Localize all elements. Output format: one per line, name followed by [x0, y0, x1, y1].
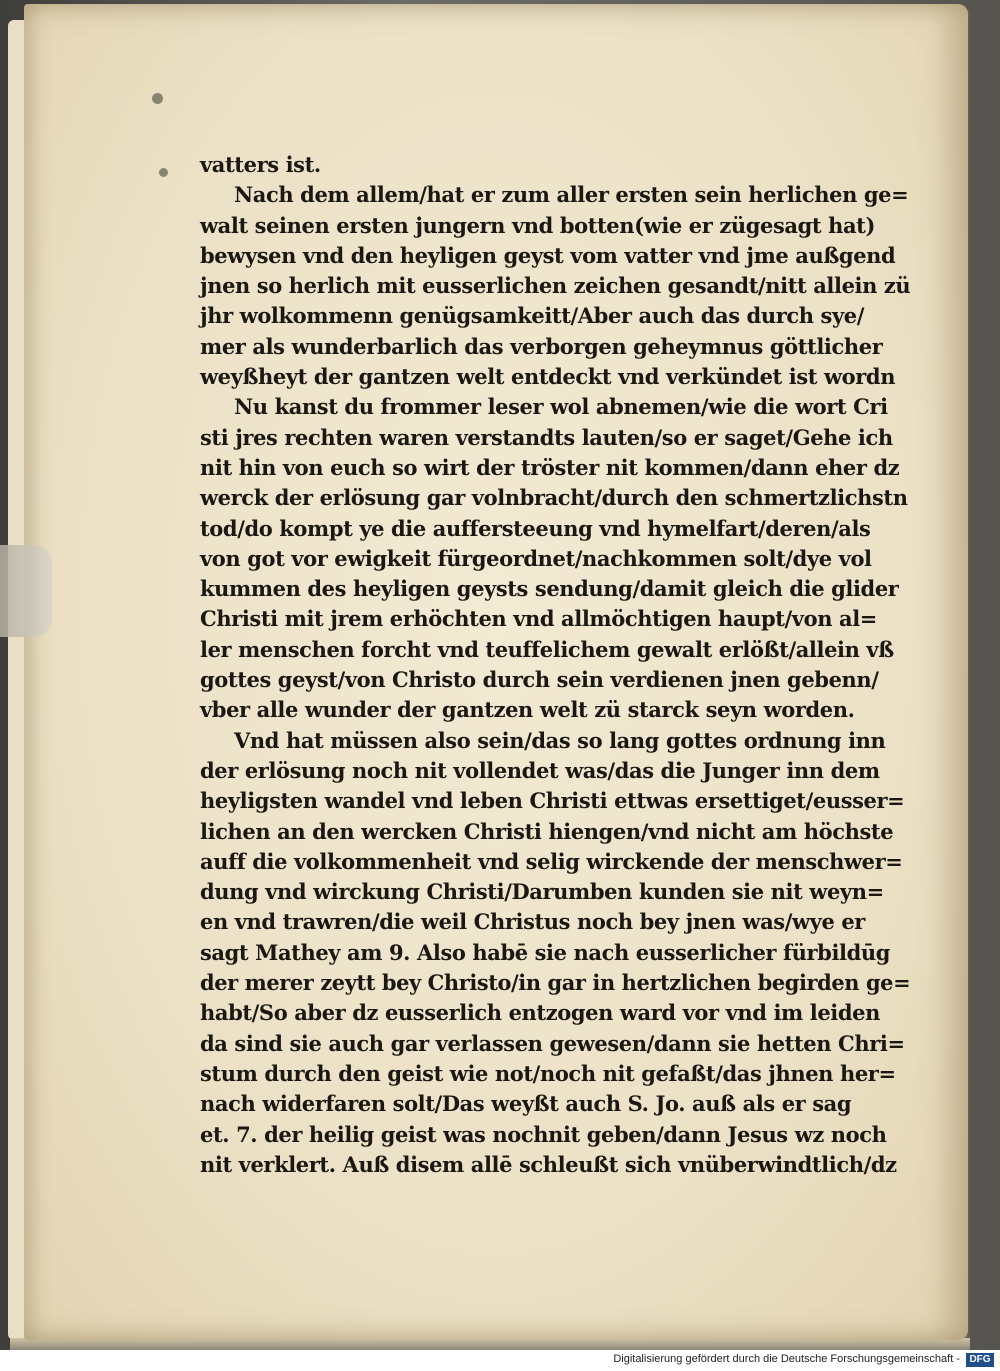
text-line: jhr wolkommenn genügsamkeitt/Aber auch das durch sye/	[200, 303, 864, 329]
text-line: da sind sie auch gar verlassen gewesen/dann sie hetten Chri=	[200, 1030, 905, 1056]
text-line: vber alle wunder der gantzen welt zü starck seyn worden.	[200, 697, 855, 723]
text-line: Christi mit jrem erhöchten vnd allmöchtigen haupt/von al=	[200, 606, 877, 632]
text-line: der erlösung noch nit vollendet was/das die Junger inn dem	[200, 757, 880, 783]
text-line: en vnd trawren/die weil Christus noch bey jnen was/wye er	[200, 909, 865, 935]
text-line: et. 7. der heilig geist was nochnit geben/dann Jesus wz noch	[200, 1121, 887, 1147]
text-line: walt seinen ersten jungern vnd botten(wie er zügesagt hat)	[200, 212, 876, 238]
text-line: stum durch den geist wie not/noch nit gefaßt/das jhnen her=	[200, 1060, 896, 1086]
text-line: mer als wunderbarlich das verborgen geheymnus göttlicher	[200, 333, 883, 359]
text-line: lichen an den wercken Christi hiengen/vnd nicht am höchste	[200, 818, 894, 844]
text-line: bewysen vnd den heyligen geyst vom vatter vnd jme außgend	[200, 242, 896, 268]
text-line: nit verklert. Auß disem allē schleußt sich vnüberwindtlich/dz	[200, 1151, 897, 1177]
text-line: vatters ist.	[200, 152, 321, 177]
text-line: jnen so herlich mit eusserlichen zeichen gesandt/nitt allein zü	[200, 273, 911, 299]
text-line: auff die volkommenheit vnd selig wirckende der menschwer=	[200, 848, 903, 874]
text-line: nach widerfaren solt/Das weyßt auch S. Jo. auß als er sag	[200, 1091, 852, 1117]
text-line: nit hin von euch so wirt der tröster nit kommen/dann eher dz	[200, 454, 900, 480]
text-line: der merer zeytt bey Christo/in gar in hertzlichen begirden ge=	[200, 970, 911, 996]
text-line: tod/do kompt ye die aufferstееung vnd hymelfart/deren/als	[200, 515, 871, 541]
text-line: von got vor ewigkeit fürgeordnet/nachkommen solt/dye vol	[200, 545, 872, 571]
text-line: weyßheyt der gantzen welt entdeckt vnd verkündet ist wordn	[200, 364, 896, 390]
ink-stain	[159, 168, 168, 177]
footer-bar	[0, 1350, 1000, 1371]
text-line: Vnd hat müssen also sein/das so lang gottes ordnung inn	[234, 727, 886, 753]
ink-stain	[152, 93, 163, 104]
text-line: sagt Mathey am 9. Also habē sie nach eusserlicher fürbildūg	[200, 939, 891, 965]
text-line: Nach dem allem/hat er zum aller ersten sein herlichen ge=	[234, 182, 909, 208]
text-line: werck der erlösung gar volnbracht/durch den schmertzlichstn	[200, 485, 908, 511]
text-line: habt/So aber dz eusserlich entzogen ward vor vnd im leiden	[200, 1000, 880, 1026]
text-line: gottes geyst/von Christo durch sein verdienen jnen gebenn/	[200, 667, 879, 693]
digitization-credit: Digitalisierung gefördert durch die Deutsche Forschungsgemeinschaft -	[613, 1353, 960, 1365]
text-line: kummen des heyligen geysts sendung/damit gleich die glider	[200, 576, 899, 602]
text-line: ler menschen forcht vnd teuffelichem gewalt erlößt/allein vß	[200, 636, 894, 662]
page-tab-marker	[0, 545, 52, 637]
text-line: dung vnd wirckung Christi/Darumben kunden sie nit weyn=	[200, 879, 884, 905]
text-line: sti jres rechten waren verstandts lauten/so er saget/Gehe ich	[200, 424, 893, 450]
text-line: Nu kanst du frommer leser wol abnemen/wie die wort Cri	[234, 394, 888, 420]
dfg-logo: DFG	[966, 1353, 994, 1367]
text-line: heyligsten wandel vnd leben Christi ettwas ersettiget/eusser=	[200, 788, 905, 814]
page-text	[200, 150, 910, 1180]
